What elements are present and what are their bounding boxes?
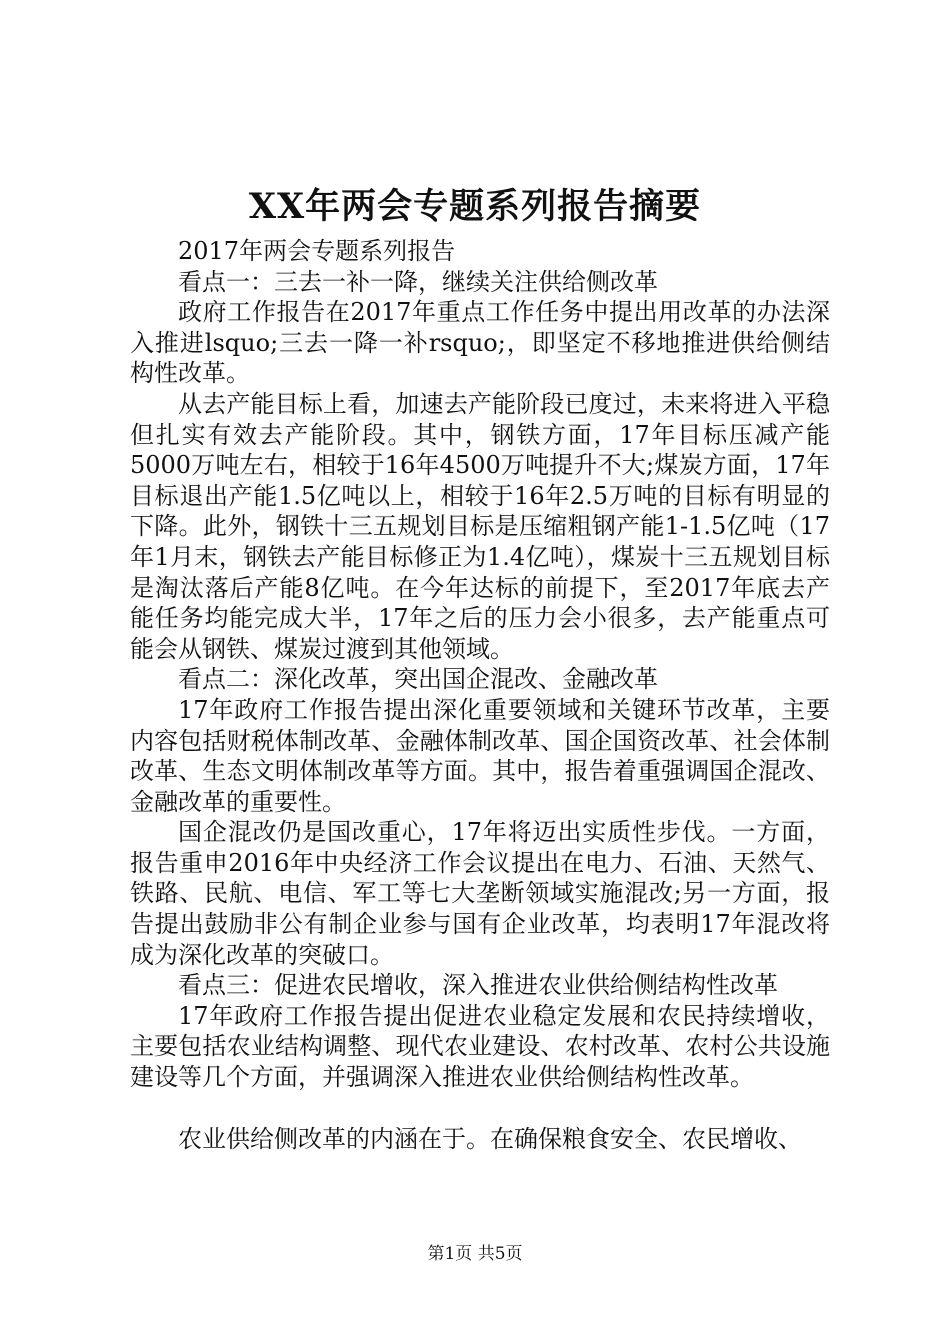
body-paragraph: 国企混改仍是国改重心，17年将迈出实质性步伐。一方面，报告重申2016年中央经济工作会议提出在电力、石油、天然气、铁路、民航、电信、军工等七大垄断领域实施混改;另一方面，报告提出鼓励非公有制企业参与国有企业改革，均表明17年混改将成为深化改革的突破口。 — [130, 818, 830, 969]
page-number-footer: 第1页 共5页 — [427, 1244, 523, 1264]
body-paragraph: 政府工作报告在2017年重点工作任务中提出用改革的办法深入推进lsquo;三去一降一补rsquo;，即坚定不移地推进供给侧结构性改革。 — [130, 298, 830, 388]
subtitle-paragraph: 2017年两会专题系列报告 — [178, 237, 456, 265]
body-paragraph: 农业供给侧改革的内涵在于。在确保粮食安全、农民增收、 — [178, 1124, 802, 1153]
highlight-heading-3: 看点三：促进农民增收，深入推进农业供给侧结构性改革 — [178, 971, 778, 1000]
body-paragraph: 17年政府工作报告提出促进农业稳定发展和农民持续增收，主要包括农业结构调整、现代农业建设、农村改革、农村公共设施建设等几个方面，并强调深入推进农业供给侧结构性改革。 — [130, 1001, 830, 1092]
highlight-heading-2: 看点二：深化改革，突出国企混改、金融改革 — [178, 665, 658, 694]
document-title: XX年两会专题系列报告摘要 — [248, 186, 702, 227]
document-body — [130, 236, 830, 1154]
body-paragraph: 从去产能目标上看，加速去产能阶段已度过，未来将进入平稳但扎实有效去产能阶段。其中，钢铁方面，17年目标压减产能5000万吨左右，相较于16年4500万吨提升不大;煤炭方面，17年目标退出产能1.5亿吨以上，相较于16年2.5万吨的目标有明显的下降。此外，钢铁十三五规划目标是压缩粗钢产能1-1.5亿吨（17年1月末，钢铁去产能目标修正为1.4亿吨），煤炭十三五规划目标是淘汰落后产能8亿吨。在今年达标的前提下，至2017年底去产能任务均能完成大半，17年之后的压力会小很多，去产能重点可能会从钢铁、煤炭过渡到其他领域。 — [130, 389, 830, 663]
body-paragraph: 17年政府工作报告提出深化重要领域和关键环节改革，主要内容包括财税体制改革、金融体制改革、国企国资改革、社会体制改革、生态文明体制改革等方面。其中，报告着重强调国企混改、金融改革的重要性。 — [130, 695, 830, 816]
highlight-heading-1: 看点一：三去一补一降，继续关注供给侧改革 — [178, 267, 658, 296]
